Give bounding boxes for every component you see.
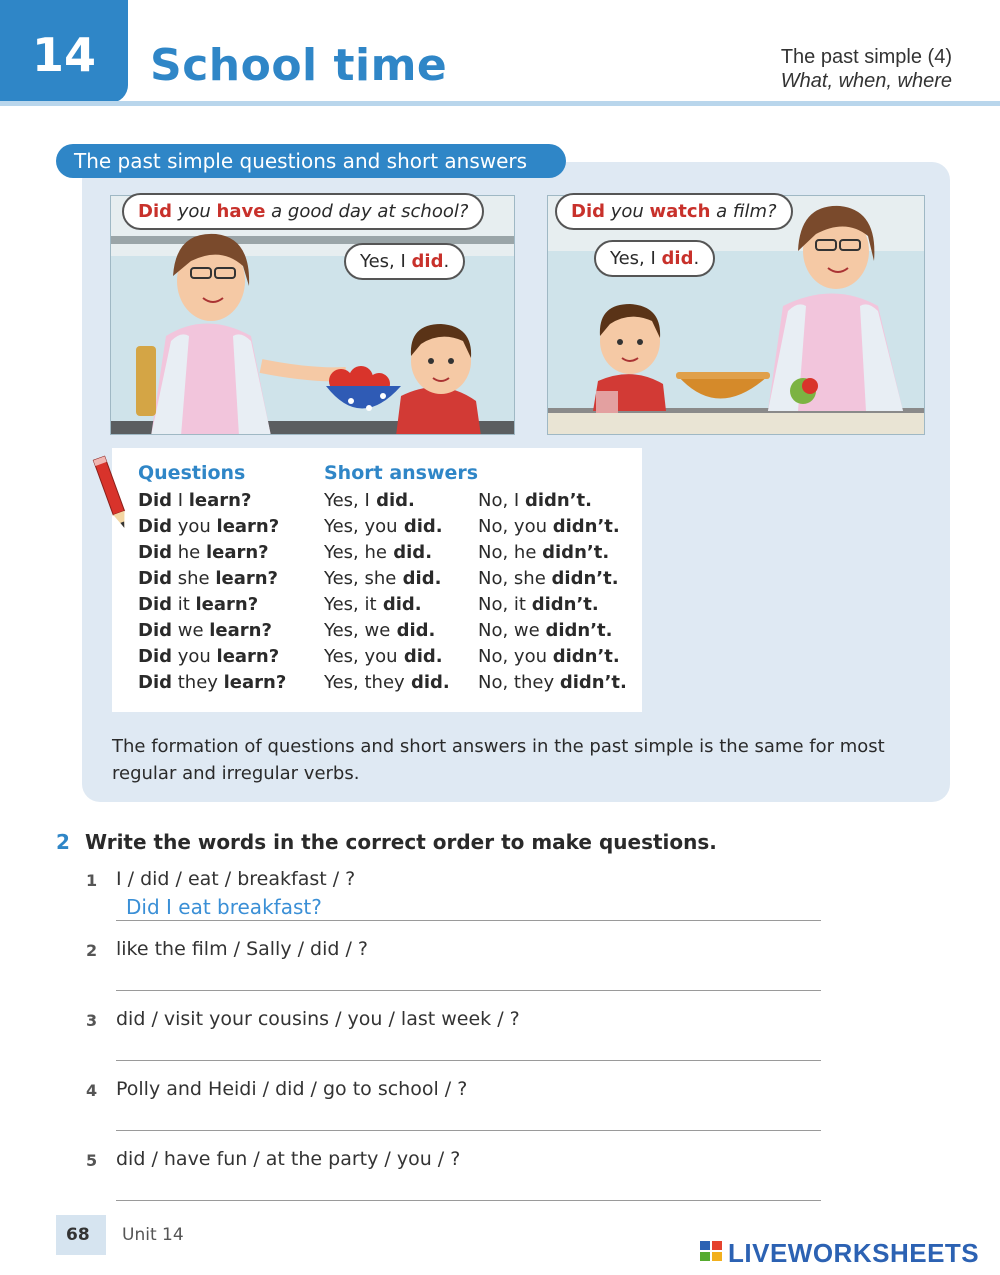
table-cell-part: didn’t. [551, 568, 619, 589]
table-cell-part: Did [138, 594, 172, 615]
table-cell-part: Did [138, 568, 172, 589]
page-number: 68 [66, 1225, 90, 1245]
table-cell-part: No, it [478, 594, 532, 615]
item-prompt: I / did / eat / breakfast / ? [116, 868, 356, 890]
table-question [138, 672, 286, 693]
speech-bubble-boy-answer [344, 243, 465, 280]
topic-line-2: What, when, where [780, 70, 952, 92]
table-cell-part: didn’t. [531, 594, 599, 615]
table-cell-part: learn? [195, 594, 259, 615]
table-cell-part: I [172, 490, 189, 511]
table-cell-part: Yes, [324, 490, 365, 511]
table-no-answer [478, 490, 592, 511]
answer-line [116, 920, 821, 921]
unit-label: Unit 14 [122, 1225, 184, 1245]
answer-line [116, 1130, 821, 1131]
table-question [138, 490, 251, 511]
table-cell-part: you [172, 646, 217, 667]
col-header-short-answers: Short answers [324, 462, 479, 484]
table-cell-part: you [364, 516, 398, 537]
item-number: 5 [86, 1151, 98, 1170]
table-cell-part: did. [390, 620, 436, 641]
item-number: 4 [86, 1081, 98, 1100]
table-cell-part: Did [138, 490, 172, 511]
table-cell-part: Did [138, 516, 172, 537]
kitchen-scene-1-illustration [111, 196, 515, 435]
table-cell-part: we [172, 620, 210, 641]
item-prompt: did / have fun / at the party / you / ? [116, 1148, 461, 1170]
table-cell-part: he [364, 542, 387, 563]
kitchen-scene-2-illustration [548, 196, 925, 435]
speech-bubble-mother-question-2 [555, 193, 793, 230]
illustration-mother-son-fruit [110, 195, 515, 435]
table-cell-part: didn’t. [552, 516, 620, 537]
bubble-verb-word: have [216, 201, 266, 222]
table-cell-part: Yes, [324, 620, 365, 641]
table-question [138, 568, 278, 589]
answer-line [116, 1200, 821, 1201]
table-cell-part: No, she [478, 568, 552, 589]
table-cell-part: didn’t. [545, 620, 613, 641]
table-cell-part: learn? [188, 490, 252, 511]
table-cell-part: did. [404, 672, 450, 693]
table-cell-part: Yes, [324, 672, 365, 693]
table-cell-part: it [364, 594, 377, 615]
table-cell-part: she [364, 568, 397, 589]
table-cell-part: learn? [215, 568, 278, 589]
bubble-did-word: Did [138, 201, 172, 222]
bubble-text: you [172, 201, 217, 222]
table-cell-part: Did [138, 646, 172, 667]
table-yes-answer [324, 516, 443, 537]
table-cell-part: didn’t. [542, 542, 610, 563]
answer-line [116, 990, 821, 991]
bubble-text: you [605, 201, 650, 222]
bubble-text: Yes, I [360, 251, 412, 272]
bubble-verb-word: watch [649, 201, 711, 222]
table-cell-part: No, you [478, 646, 553, 667]
grammar-note: The formation of questions and short answers in the past simple is the same for most regular and irregular verbs. [112, 736, 885, 784]
item-number: 3 [86, 1011, 98, 1030]
table-cell-part: No, you [478, 516, 553, 537]
table-question [138, 516, 279, 537]
bubble-did-word: did [411, 251, 444, 272]
table-cell-part: didn’t. [552, 646, 620, 667]
bubble-text: a good day at school? [265, 201, 469, 222]
exercise-number: 2 [56, 830, 70, 854]
liveworksheets-brand: LIVEWORKSHEETS [728, 1238, 980, 1268]
table-question [138, 646, 279, 667]
grammar-title-pill: The past simple questions and short answers [56, 144, 566, 178]
table-yes-answer [324, 646, 443, 667]
answer-line [116, 1060, 821, 1061]
unit-number-tab: 14 [0, 0, 128, 103]
table-cell-part: did. [386, 542, 433, 563]
table-cell-part: No, they [478, 672, 560, 693]
table-cell-part: they [364, 672, 405, 693]
table-cell-part: learn? [216, 516, 280, 537]
bubble-text: . [693, 248, 700, 269]
item-prompt: Polly and Heidi / did / go to school / ? [116, 1078, 468, 1100]
table-cell-part: I [364, 490, 370, 511]
table-cell-part: learn? [216, 646, 280, 667]
table-cell-part: she [172, 568, 216, 589]
table-cell-part: did. [397, 646, 443, 667]
answer-field[interactable] [126, 965, 816, 993]
table-cell-part: Yes, [324, 568, 365, 589]
answer-field[interactable]: Did I eat breakfast? [126, 895, 322, 919]
table-cell-part: No, I [478, 490, 525, 511]
table-cell-part: learn? [223, 672, 287, 693]
table-cell-part: No, we [478, 620, 546, 641]
table-yes-answer [324, 594, 422, 615]
table-cell-part: Yes, [324, 646, 365, 667]
table-cell-part: Yes, [324, 516, 365, 537]
table-no-answer [478, 646, 620, 667]
table-cell-part: Yes, [324, 542, 365, 563]
table-cell-part: did. [396, 568, 442, 589]
answer-field[interactable] [126, 1035, 816, 1063]
page-title: School time [150, 40, 448, 91]
table-no-answer [478, 620, 613, 641]
table-cell-part: No, he [478, 542, 543, 563]
speech-bubble-boy-answer-2 [594, 240, 715, 277]
table-cell-part: they [172, 672, 224, 693]
table-cell-part: Did [138, 542, 172, 563]
item-number: 2 [86, 941, 98, 960]
bubble-text: . [443, 251, 450, 272]
table-cell-part: did. [376, 594, 422, 615]
table-yes-answer [324, 542, 432, 563]
table-cell-part: didn’t. [524, 490, 592, 511]
table-no-answer [478, 568, 619, 589]
topic-line-1: The past simple (4) [780, 46, 952, 68]
table-question [138, 542, 269, 563]
table-yes-answer [324, 490, 415, 511]
table-cell-part: he [172, 542, 206, 563]
table-cell-part: did. [397, 516, 443, 537]
table-question [138, 620, 272, 641]
table-cell-part: you [364, 646, 398, 667]
table-cell-part: Yes, [324, 594, 365, 615]
table-yes-answer [324, 672, 450, 693]
table-cell-part: it [172, 594, 196, 615]
bubble-did-word: did [661, 248, 694, 269]
table-yes-answer [324, 620, 435, 641]
answer-field[interactable] [126, 1175, 816, 1203]
exercise-instruction: Write the words in the correct order to make questions. [85, 830, 717, 854]
illustration-boy-mother-bowl [547, 195, 925, 435]
table-yes-answer [324, 568, 441, 589]
table-no-answer [478, 542, 609, 563]
item-prompt: did / visit your cousins / you / last week / ? [116, 1008, 520, 1030]
table-cell-part: we [364, 620, 391, 641]
table-no-answer [478, 672, 627, 693]
col-header-questions: Questions [138, 462, 246, 484]
table-cell-part: Did [138, 620, 172, 641]
bubble-did-word: Did [571, 201, 605, 222]
header-divider [0, 101, 1000, 106]
pencil-icon [92, 452, 132, 536]
item-number: 1 [86, 871, 98, 890]
speech-bubble-mother-question [122, 193, 484, 230]
table-cell-part: didn’t. [559, 672, 627, 693]
table-cell-part: Did [138, 672, 172, 693]
table-no-answer [478, 594, 599, 615]
table-question [138, 594, 258, 615]
table-cell-part: did. [369, 490, 415, 511]
table-no-answer [478, 516, 620, 537]
table-cell-part: learn? [205, 542, 269, 563]
item-prompt: like the film / Sally / did / ? [116, 938, 369, 960]
table-cell-part: you [172, 516, 217, 537]
bubble-text: a film? [710, 201, 777, 222]
answer-field[interactable] [126, 1105, 816, 1133]
liveworksheets-logo-icon [700, 1241, 724, 1263]
table-cell-part: learn? [209, 620, 272, 641]
bubble-text: Yes, I [610, 248, 662, 269]
